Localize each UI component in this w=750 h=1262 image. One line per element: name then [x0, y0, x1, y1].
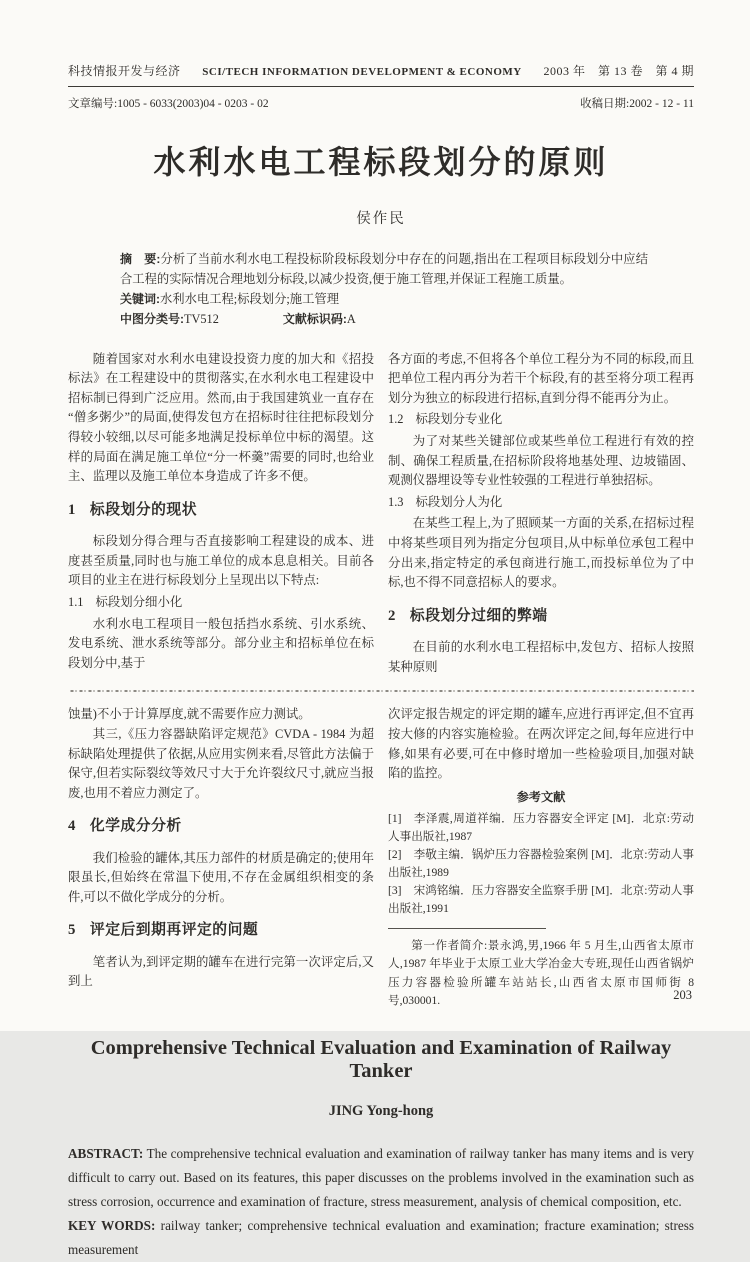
article-author-cn: 侯作民 [356, 211, 406, 227]
paragraph-continuation: 次评定报告规定的评定期的罐车,应进行再评定,但不宜再按大修的内容实施检验。在两次评定之间,每年应进行中修,如果有必要,可在中修时增加一些检验项目,加强对缺陷的监控。 [388, 707, 694, 781]
journal-header [68, 62, 694, 86]
article1-body [68, 350, 694, 678]
document-code: 文献标识码:A [282, 311, 356, 326]
subsection-heading-1-1: 1.1 标段划分细小化 [68, 594, 183, 609]
section-heading-5: 5 评定后到期再评定的问题 [68, 922, 259, 939]
paragraph: 标段划分得合理与否直接影响工程建设的成本、进度甚至质量,同时也与施工单位的成本息息相关。目前各项目的业主在进行标段划分上呈现出以下特点: [68, 534, 374, 588]
keywords-label: 关键词: [120, 291, 160, 306]
article-author-en: JING Yong-hong [328, 1102, 434, 1119]
article1-left-column [68, 350, 374, 678]
classification-line [120, 310, 648, 330]
section-heading-1: 1 标段划分的现状 [68, 501, 197, 518]
journal-name-cn: 科技情报开发与经济 [68, 64, 181, 78]
article2-right-column [388, 705, 694, 1011]
paragraph: 其三,《压力容器缺陷评定规范》CVDA - 1984 为超标缺陷处理提供了依据,从应用实例来看,尽管此方法偏于保守,但若实际裂纹等效尺寸大于允许裂纹尺寸,就应当报废,也用不着应力测定了。 [68, 726, 374, 800]
abstract-label: 摘 要: [120, 252, 161, 266]
section-heading-4: 4 化学成分分析 [68, 818, 182, 835]
english-abstract-label: ABSTRACT: [68, 1145, 144, 1161]
journal-name-en: SCI/TECH INFORMATION DEVELOPMENT & ECONOMY [202, 66, 522, 78]
english-abstract: ABSTRACT: The comprehensive technical evaluation and examination of railway tanker has many items and is very difficult to carry out. Based on its features, this paper discusses on the problems involved in the examination such as stress corrosion, occurrence and examination of fracture, stress measurement, analysis of chemical composition, etc. [68, 1145, 694, 1209]
abstract-paragraph [120, 250, 648, 290]
article2-left-column [68, 705, 374, 1011]
paragraph: 水利水电工程项目一般包括挡水系统、引水系统、发电系统、泄水系统等部分。部分业主和招标单位在标段划分中,基于 [68, 616, 374, 670]
keywords-text: 水利水电工程;标段划分;施工管理 [160, 291, 339, 306]
journal-issue: 2003 年 第 13 卷 第 4 期 [543, 64, 694, 78]
subsection-heading-1-2: 1.2 标段划分专业化 [388, 412, 503, 427]
reference-item: [1] 李泽震,周道祥编．压力容器安全评定 [M]．北京:劳动人事出版社,1987 [388, 811, 694, 843]
paragraph: 在目前的水利水电工程招标中,发包方、招标人按照某种原则 [388, 640, 694, 674]
references-heading: 参考文献 [516, 789, 566, 804]
abstract-block [120, 250, 648, 330]
article-divider-ornament [68, 687, 694, 693]
english-keywords: KEY WORDS: railway tanker; comprehensive technical evaluation and examination; fracture examination; stress measurement [68, 1218, 694, 1258]
paragraph: 为了对某些关键部位或某些单位工程进行有效的控制、确保工程质量,在招标阶段将地基处理、边坡锚固、观测仪器埋设等专业性较强的工程进行单独招标。 [388, 434, 694, 488]
reference-item: [2] 李敬主编．锅炉压力容器检验案例 [M]．北京:劳动人事出版社,1989 [388, 847, 694, 879]
header-rule [68, 86, 694, 87]
english-abstract-section [68, 1037, 694, 1262]
clc-number: 中图分类号:TV512 [120, 311, 219, 326]
author-bio-separator [388, 928, 546, 929]
subsection-heading-1-3: 1.3 标段划分人为化 [388, 494, 503, 509]
keywords-line [120, 290, 648, 310]
paragraph: 笔者认为,到评定期的罐车在进行完第一次评定后,又到上 [68, 954, 374, 989]
paragraph: 我们检验的罐体,其压力部件的材质是确定的;使用年限虽长,但始终在常温下使用,不存在金属组织相变的条件,可以不做化学成分的分析。 [68, 850, 374, 904]
paragraph: 在某些工程上,为了照顾某一方面的关系,在招标过程中将某些项目列为指定分包项目,从中标单位承包工程中分出来,指定特定的承包商进行施工,而投标单位为了中标,也不得不同意招标人的要求。 [388, 516, 694, 590]
article-title-en: Comprehensive Technical Evaluation and Examination of Railway Tanker [90, 1036, 672, 1082]
article1-right-column [388, 350, 694, 678]
article-number: 文章编号:1005 - 6033(2003)04 - 0203 - 02 [68, 98, 269, 110]
section-heading-2: 2 标段划分过细的弊端 [388, 607, 548, 624]
paragraph: 随着国家对水利水电建设投资力度的加大和《招投标法》在工程建设中的贯彻落实,在水利水电工程建设中招标制已得到广泛应用。然而,由于我国建筑业一直存在“僧多粥少”的局面,使得发包方在招标时往往把标段划分得较小较细,以尽可能多地满足投标单位中标的渴望。这样的局面在满足施工单位“分一杯羹”需要的同时,也给业主、监理以及施工单位本身造成了许多不便。 [68, 351, 374, 484]
paragraph-continuation: 蚀量)不小于计算厚度,就不需要作应力测试。 [68, 707, 311, 722]
page-number: 203 [673, 988, 692, 1002]
article-title-cn: 水利水电工程标段划分的原则 [153, 144, 609, 180]
article2-body [68, 705, 694, 1011]
reference-item: [3] 宋鸿铭编．压力容器安全监察手册 [M]．北京:劳动人事出版社,1991 [388, 883, 694, 915]
received-date: 收稿日期:2002 - 12 - 11 [580, 98, 694, 110]
article-meta-row [68, 95, 694, 111]
paragraph-continuation: 各方面的考虑,不但将各个单位工程分为不同的标段,而且把单位工程内再分为若干个标段,有的甚至将分项工程再划分为独立的标段进行招标,直到分得不能再分为止。 [388, 351, 694, 405]
abstract-text: 分析了当前水利水电工程投标阶段标段划分中存在的问题,指出在工程项目标段划分中应结合工程的实际情况合理地划分标段,以减少投资,便于施工管理,并保证工程施工质量。 [120, 252, 649, 286]
english-keywords-label: KEY WORDS: [68, 1218, 156, 1233]
author-bio: 第一作者简介:景永鸿,男,1966 年 5 月生,山西省太原市人,1987 年毕业于太原工业大学冶金大专班,现任山西省锅炉压力容器检验所罐车站站长,山西省太原市国师街 8 号,030001. [388, 938, 694, 1008]
